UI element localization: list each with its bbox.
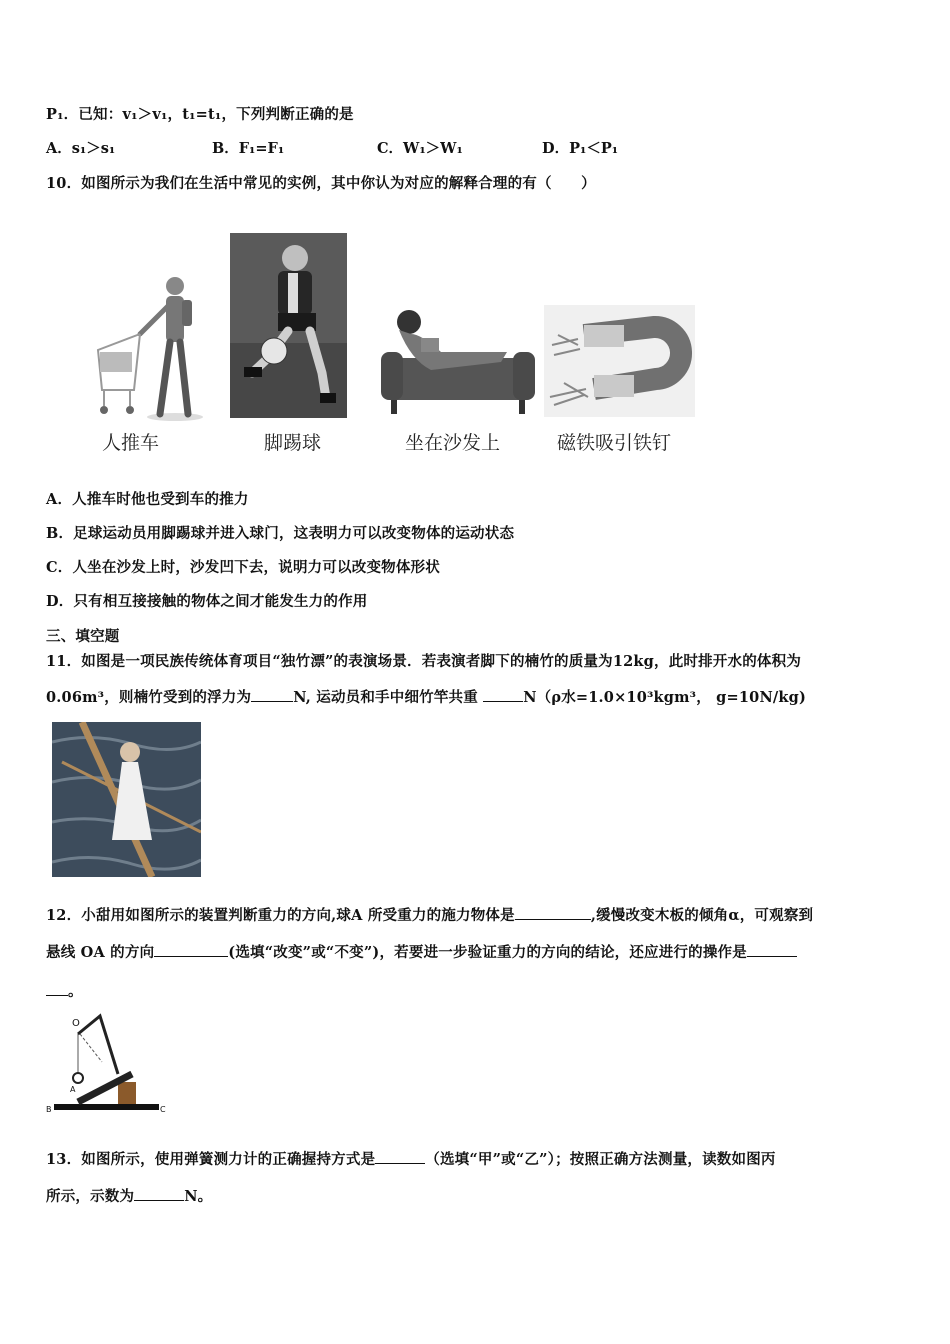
q13-line2-part2: N。 — [184, 1188, 213, 1205]
figure-kick-ball — [230, 233, 347, 418]
q9-option-b: B．F₁=F₁ — [212, 140, 285, 157]
q13-line2 — [46, 1185, 212, 1206]
q12-line2-part1: 悬线 OA 的方向 — [46, 944, 155, 961]
caption-push-cart: 人推车 — [102, 432, 160, 454]
figure-magnet — [544, 305, 695, 417]
figure-sofa — [381, 300, 535, 420]
q11-line2-part1: 0.06m³，则楠竹受到的浮力为 — [46, 689, 252, 706]
q11-line2-part3: N（ρ水=1.0×10³kgm³， g=10N/kg) — [523, 689, 807, 706]
q12-line2 — [46, 941, 797, 962]
q12-line2-part2: (选填“改变”或“不变”)，若要进一步验证重力的方向的结论，还应进行的操作是 — [228, 944, 747, 961]
q11-blank-1[interactable] — [251, 687, 293, 702]
fig-label-b: B — [46, 1105, 52, 1114]
q11-blank-2[interactable] — [483, 687, 523, 702]
q9-option-d: D．P₁＜P₁ — [542, 140, 619, 157]
q9-option-a: A．s₁＞s₁ — [46, 140, 116, 157]
caption-sofa: 坐在沙发上 — [405, 432, 501, 454]
q13-blank-1[interactable] — [375, 1149, 425, 1164]
q12-blank-1[interactable] — [515, 905, 591, 920]
q12-blank-3b[interactable] — [46, 981, 68, 996]
q10-option-c: C．人坐在沙发上时，沙发凹下去，说明力可以改变物体形状 — [46, 559, 440, 576]
fig-label-o: O — [72, 1018, 80, 1029]
q11-line2 — [46, 686, 806, 707]
fig-label-c: C — [160, 1105, 166, 1114]
caption-kick-ball: 脚踢球 — [264, 432, 322, 454]
q12-blank-2[interactable] — [154, 942, 228, 957]
q12-blank-3a[interactable] — [747, 942, 797, 957]
q12-line1-part2: ,缓慢改变木板的倾角α，可观察到 — [590, 907, 814, 924]
figure-gravity-apparatus — [44, 1012, 169, 1117]
q11-line1: 11．如图是一项民族传统体育项目“独竹漂”的表演场景．若表演者脚下的楠竹的质量为12kg，此时排开水的体积为 — [46, 653, 802, 670]
figure-bamboo-drifting — [52, 722, 201, 877]
fig-label-a: A — [70, 1085, 76, 1094]
q13-line1 — [46, 1148, 776, 1169]
q13-blank-2[interactable] — [134, 1186, 184, 1201]
q13-line1-part1: 13．如图所示，使用弹簧测力计的正确握持方式是 — [46, 1151, 376, 1168]
q10-option-a: A．人推车时他也受到车的推力 — [46, 491, 249, 508]
q9-option-c: C．W₁＞W₁ — [377, 140, 463, 157]
q11-line2-part2: N, 运动员和手中细竹竿共重 — [293, 689, 484, 706]
caption-magnet: 磁铁吸引铁钉 — [557, 432, 672, 454]
q10-option-d: D．只有相互接接触的物体之间才能发生力的作用 — [46, 593, 368, 610]
section-title: 三、填空题 — [46, 628, 120, 645]
figure-push-cart — [80, 272, 205, 422]
q12-line3-end: 。 — [68, 983, 83, 1000]
q10-stem: 10．如图所示为我们在生活中常见的实例，其中你认为对应的解释合理的有（ ） — [46, 175, 596, 192]
q13-line2-part1: 所示，示数为 — [46, 1188, 135, 1205]
q12-line1 — [46, 904, 813, 925]
q12-line3 — [46, 980, 83, 1001]
q13-line1-part2: （选填“甲”或“乙”）；按照正确方法测量，读数如图丙 — [425, 1151, 776, 1168]
q9-given: P₁．已知：v₁＞v₁，t₁=t₁，下列判断正确的是 — [46, 106, 354, 123]
q10-option-b: B．足球运动员用脚踢球并进入球门，这表明力可以改变物体的运动状态 — [46, 525, 515, 542]
q12-line1-part1: 12．小甜用如图所示的装置判断重力的方向,球A 所受重力的施力物体是 — [46, 907, 515, 924]
